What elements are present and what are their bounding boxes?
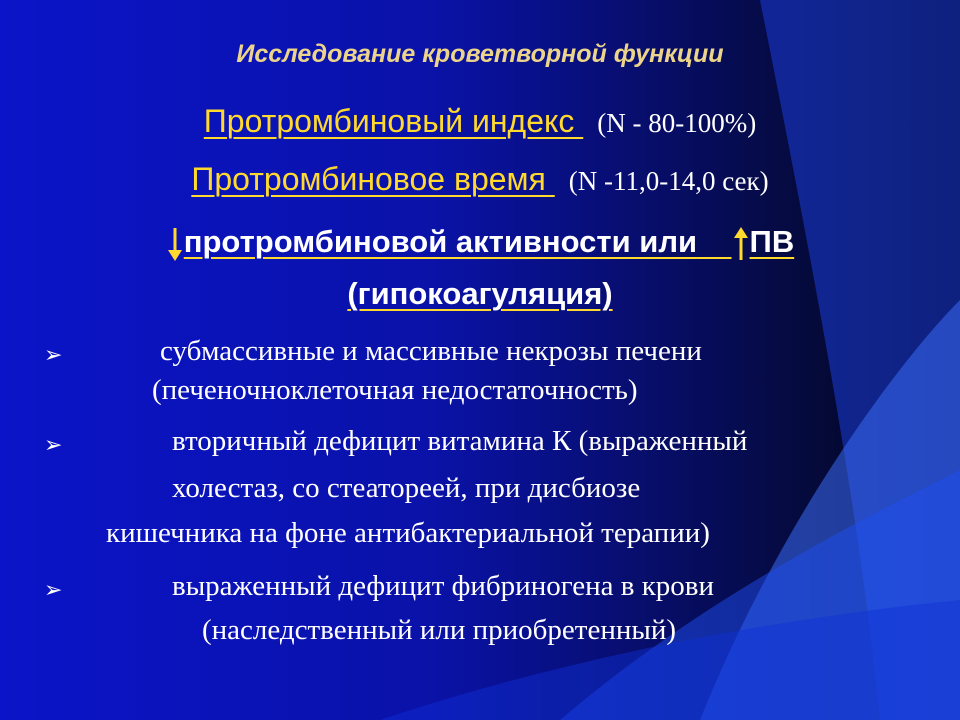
hypocoagulation-line — [0, 276, 960, 312]
prothrombin-index-line — [0, 103, 960, 140]
bullet-arrow-icon: ➢ — [44, 342, 63, 367]
list-item-2-line-3: кишечника на фоне антибактериальной терапии) — [106, 517, 710, 549]
activity-line — [0, 224, 960, 262]
bullet-arrow-icon: ➢ — [44, 432, 63, 457]
list-item-1-line-1: субмассивные и массивные некрозы печени — [160, 335, 702, 367]
list-item-3-line-2: (наследственный или приобретенный) — [202, 614, 677, 646]
prothrombin-time-line — [0, 161, 960, 198]
activity-text: протромбиновой активности или — [183, 224, 698, 259]
arrow-down-icon — [166, 226, 184, 262]
list-item-2-line-1: вторичный дефицит витамина К (выраженный — [172, 425, 748, 457]
prothrombin-index-label: Протромбиновый индекс — [203, 103, 584, 139]
list-item-2-line-2: холестаз, со стеатореей, при дисбиозе — [172, 472, 641, 504]
arrow-up-icon — [732, 226, 750, 262]
activity-spacer — [697, 224, 731, 259]
hypocoagulation-text: (гипокоагуляция) — [347, 276, 613, 311]
prothrombin-time-label: Протромбиновое время — [191, 161, 555, 197]
list-item-1-line-2: (печеночноклеточная недостаточность) — [152, 374, 638, 406]
list-item-3-line-1: выраженный дефицит фибриногена в крови — [172, 570, 714, 602]
prothrombin-time-norm: (N -11,0-14,0 сек) — [568, 166, 769, 196]
pv-text: ПВ — [749, 224, 795, 259]
slide-title: Исследование кроветворной функции — [236, 40, 724, 68]
bullet-arrow-icon: ➢ — [44, 577, 63, 602]
prothrombin-index-norm: (N - 80-100%) — [597, 108, 757, 138]
